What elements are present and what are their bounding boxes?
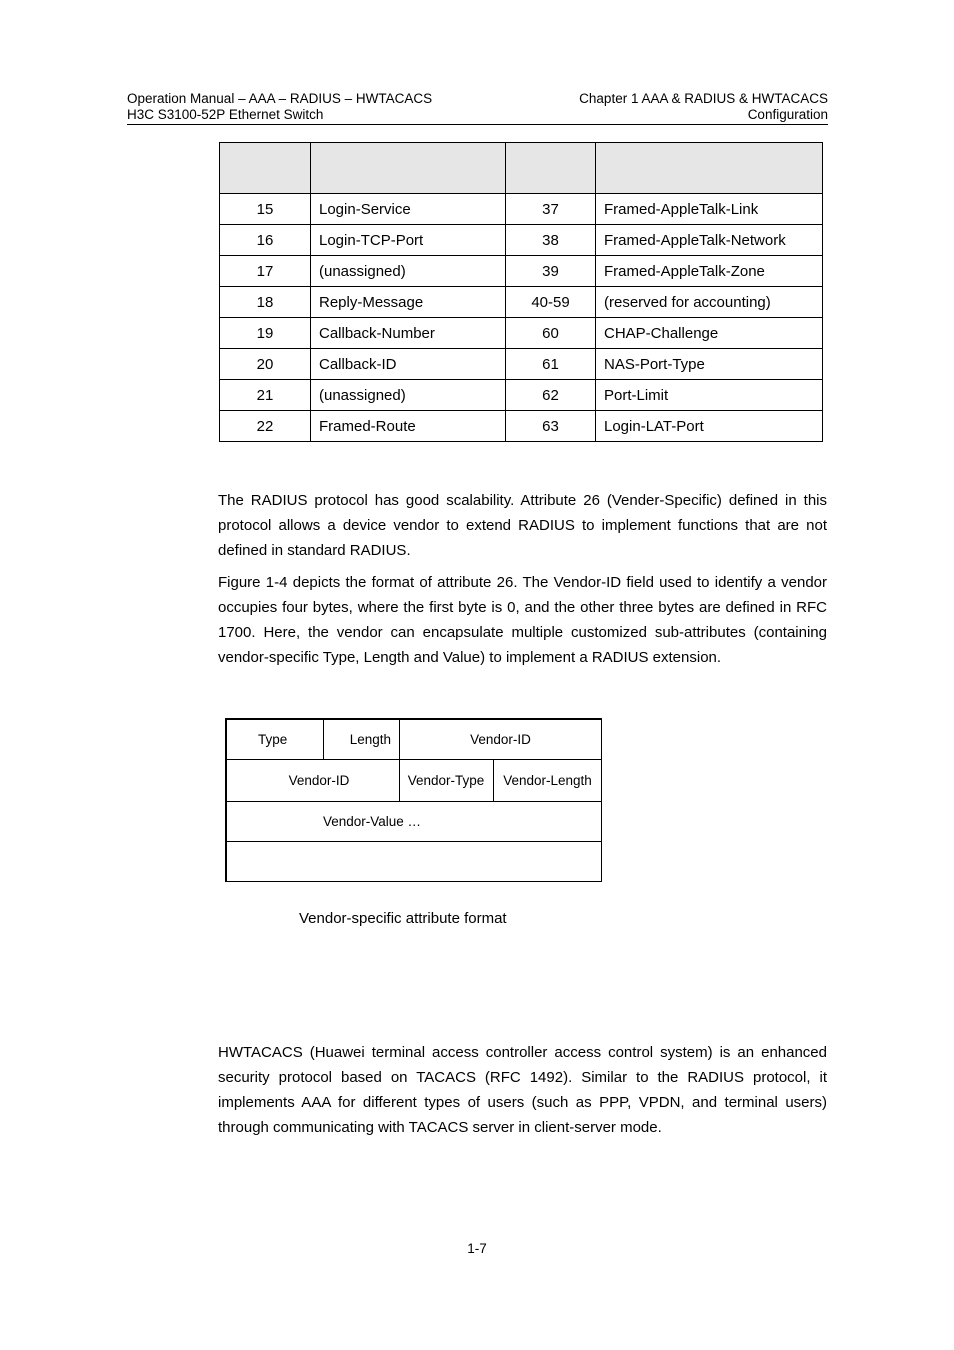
attr-name: Framed-AppleTalk-Zone bbox=[596, 256, 823, 287]
attr-name: Port-Limit bbox=[596, 380, 823, 411]
table-row bbox=[220, 349, 823, 380]
attr-name: Login-TCP-Port bbox=[311, 225, 506, 256]
paragraph-radius-scalability: The RADIUS protocol has good scalability. Attribute 26 (Vender-Specific) defined in this protocol allows a device vendor to extend RADIUS to implement functions that are not defined in standard RADIUS. bbox=[218, 492, 827, 559]
paragraph-attribute-26: Figure 1-4 depicts the format of attribute 26. The Vendor-ID field used to identify a vendor occupies four bytes, where the first byte is 0, and the other three bytes are defined in RFC 1700. Here, the vendor can encapsulate multiple customized sub-attributes (containing vendor-specific Type, Length and Value) to implement a RADIUS extension. bbox=[218, 574, 827, 666]
attr-number: 15 bbox=[220, 194, 311, 225]
attr-number: 38 bbox=[506, 225, 596, 256]
chapter-title: Chapter 1 AAA & RADIUS & HWTACACS bbox=[579, 91, 828, 106]
header-right bbox=[579, 91, 828, 123]
table-header-row bbox=[220, 143, 823, 194]
attr-name: Reply-Message bbox=[311, 287, 506, 318]
page-number: 1-7 bbox=[467, 1241, 487, 1256]
table-header-cell bbox=[596, 143, 823, 194]
attr-name: Framed-AppleTalk-Network bbox=[596, 225, 823, 256]
field-vendor-length: Vendor-Length bbox=[503, 772, 592, 788]
attr-number: 20 bbox=[220, 349, 311, 380]
table-row bbox=[220, 225, 823, 256]
attr-number: 39 bbox=[506, 256, 596, 287]
attr-number: 60 bbox=[506, 318, 596, 349]
figure-caption: Vendor-specific attribute format bbox=[299, 910, 507, 927]
paragraph-hwtacacs: HWTACACS (Huawei terminal access controller access control system) is an enhanced security protocol based on TACACS (RFC 1492). Similar to the RADIUS protocol, it implements AAA for different types of users (such as PPP, VPDN, and terminal users) through communicating with TACACS server in client-server mode. bbox=[218, 1044, 827, 1136]
field-vendor-id-high: Vendor-ID bbox=[470, 732, 531, 747]
table-row bbox=[220, 411, 823, 442]
table-header-cell bbox=[506, 143, 596, 194]
table-row bbox=[220, 256, 823, 287]
field-vendor-id-low: Vendor-ID bbox=[288, 772, 350, 788]
attr-name: (unassigned) bbox=[311, 256, 506, 287]
table-row bbox=[220, 380, 823, 411]
attribute-table bbox=[219, 142, 823, 442]
section-title: Configuration bbox=[747, 107, 828, 122]
field-length: Length bbox=[349, 732, 391, 747]
header-rule bbox=[127, 124, 828, 125]
table-row bbox=[220, 318, 823, 349]
attr-number: 22 bbox=[220, 411, 311, 442]
attr-number: 62 bbox=[506, 380, 596, 411]
manual-title: Operation Manual – AAA – RADIUS – HWTACACS bbox=[127, 91, 433, 106]
field-vendor-value: Vendor-Value … bbox=[322, 813, 422, 829]
table-header-cell bbox=[220, 143, 311, 194]
attr-number: 37 bbox=[506, 194, 596, 225]
attr-name: (unassigned) bbox=[311, 380, 506, 411]
attr-name: NAS-Port-Type bbox=[596, 349, 823, 380]
field-type: Type bbox=[258, 732, 288, 747]
attr-name: Framed-Route bbox=[311, 411, 506, 442]
table-row bbox=[220, 194, 823, 225]
table-row bbox=[220, 287, 823, 318]
attr-name: Framed-AppleTalk-Link bbox=[596, 194, 823, 225]
attr-name: Login-LAT-Port bbox=[596, 411, 823, 442]
attr-number: 16 bbox=[220, 225, 311, 256]
attr-number: 63 bbox=[506, 411, 596, 442]
attr-number: 18 bbox=[220, 287, 311, 318]
attr-number: 61 bbox=[506, 349, 596, 380]
attr-number: 17 bbox=[220, 256, 311, 287]
diagram-row-divider bbox=[227, 841, 602, 842]
vendor-attribute-diagram bbox=[225, 718, 602, 882]
attr-name: Callback-Number bbox=[311, 318, 506, 349]
attr-name: Login-Service bbox=[311, 194, 506, 225]
product-name: H3C S3100-52P Ethernet Switch bbox=[127, 107, 324, 122]
attr-name: (reserved for accounting) bbox=[596, 287, 823, 318]
table-header-cell bbox=[311, 143, 506, 194]
attr-name: CHAP-Challenge bbox=[596, 318, 823, 349]
attr-number: 19 bbox=[220, 318, 311, 349]
attr-number: 21 bbox=[220, 380, 311, 411]
attr-name: Callback-ID bbox=[311, 349, 506, 380]
attr-number: 40-59 bbox=[506, 287, 596, 318]
header-left bbox=[127, 91, 432, 123]
field-vendor-type: Vendor-Type bbox=[407, 772, 485, 788]
